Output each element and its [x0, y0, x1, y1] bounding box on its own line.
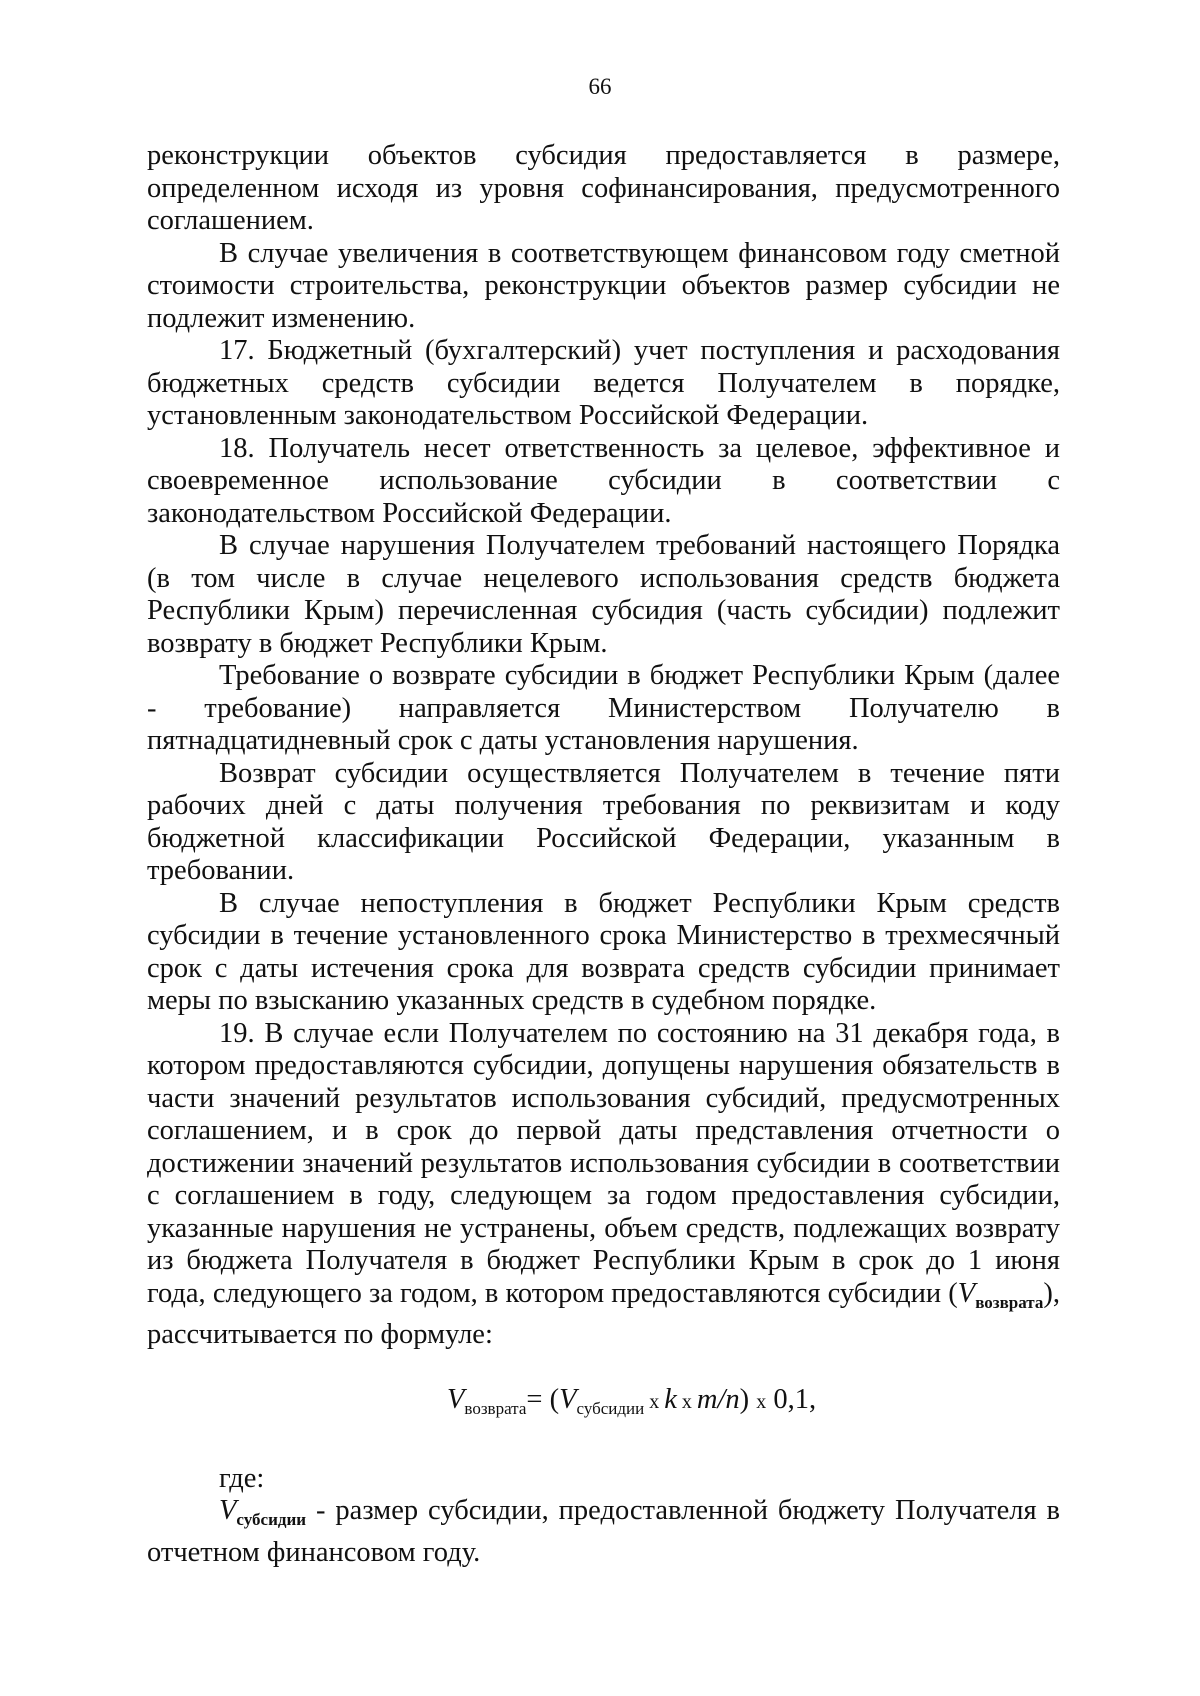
formula-times: x — [756, 1390, 767, 1413]
paragraph: Возврат субсидии осуществляется Получателем в течение пяти рабочих дней с даты получения требования по реквизитам и коду бюджетной классификации Российской Федерации, указанным в требовании. — [147, 757, 1060, 886]
formula-v-subsidy: V — [559, 1383, 577, 1415]
definition-var-sub: субсидии — [236, 1510, 307, 1529]
paragraph-19 — [147, 1018, 1060, 1352]
where-label: где: — [219, 1462, 265, 1494]
variable-subscript: возврата — [975, 1292, 1044, 1312]
definition — [147, 1495, 1060, 1569]
formula-v-subsidy-sub: субсидии — [576, 1398, 645, 1418]
formula-equals: = ( — [526, 1383, 560, 1415]
paragraph-19-text: 19. В случае если Получателем по состоянию на 31 декабря года, в котором предоставляются субсидии, допущены нарушения обязательств в части значений результатов использования субсидий, предусмотренных соглашением, и в срок до первой даты представления отчетности о достижении значений результатов использования субсидии в соответствии с соглашением в году, следующем за годом предоставления субсидии, указанные нарушения не устранены, объем средств, подлежащих возврату из бюджета Получателя в бюджет Республики Крым в срок до 1 июня года, следующего за годом, в котором предоставляются субсидии ( — [147, 1017, 1060, 1309]
paragraph: В случае непоступления в бюджет Республики Крым средств субсидии в течение установленного срока Министерство в трехмесячный срок с даты истечения срока для возврата средств субсидии принимает меры по взысканию указанных средств в судебном порядке. — [147, 887, 1060, 1016]
page-number: 66 — [588, 74, 612, 99]
formula — [147, 1380, 1060, 1429]
formula-close: ) — [739, 1383, 757, 1415]
paragraph: Требование о возврате субсидии в бюджет Республики Крым (далее - требование) направляется Министерством Получателю в пятнадцатидневный срок с даты установления нарушения. — [147, 660, 1060, 756]
document-body — [147, 140, 1060, 1569]
formula-times: x — [644, 1390, 665, 1413]
paragraph: реконструкции объектов субсидия предоставляется в размере, определенном исходя из уровня софинансирования, предусмотренного соглашением. — [147, 140, 1060, 236]
formula-tail: 0,1, — [766, 1383, 817, 1415]
paragraph: В случае нарушения Получателем требований настоящего Порядка (в том числе в случае нецелевого использования средств бюджета Республики Крым) перечисленная субсидия (часть субсидии) подлежит возврату в бюджет Республики Крым. — [147, 530, 1060, 659]
paragraph: 18. Получатель несет ответственность за целевое, эффективное и своевременное использование субсидии в соответствии с законодательством Российской Федерации. — [147, 432, 1060, 529]
formula-k: k — [664, 1383, 677, 1415]
definition-var: V — [219, 1495, 237, 1526]
formula-lhs-sub: возврата — [464, 1398, 527, 1418]
formula-mn: m/n — [696, 1383, 740, 1415]
paragraph-19-tail: ), рассчитывается по формуле: — [147, 1277, 1060, 1350]
formula-times: x — [676, 1390, 697, 1413]
paragraph: В случае увеличения в соответствующем финансовом году сметной стоимости строительства, реконструкции объектов размер субсидии не подлежит изменению. — [147, 237, 1060, 334]
definition-text: - размер субсидии, предоставленной бюджету Получателя в отчетном финансовом году. — [147, 1495, 1060, 1568]
paragraph: 17. Бюджетный (бухгалтерский) учет поступления и расходования бюджетных средств субсидии ведется Получателем в порядке, установленным законодательством Российской Федерации. — [147, 335, 1060, 431]
formula-lhs-var: V — [447, 1383, 465, 1415]
variable-v: V — [957, 1277, 976, 1309]
